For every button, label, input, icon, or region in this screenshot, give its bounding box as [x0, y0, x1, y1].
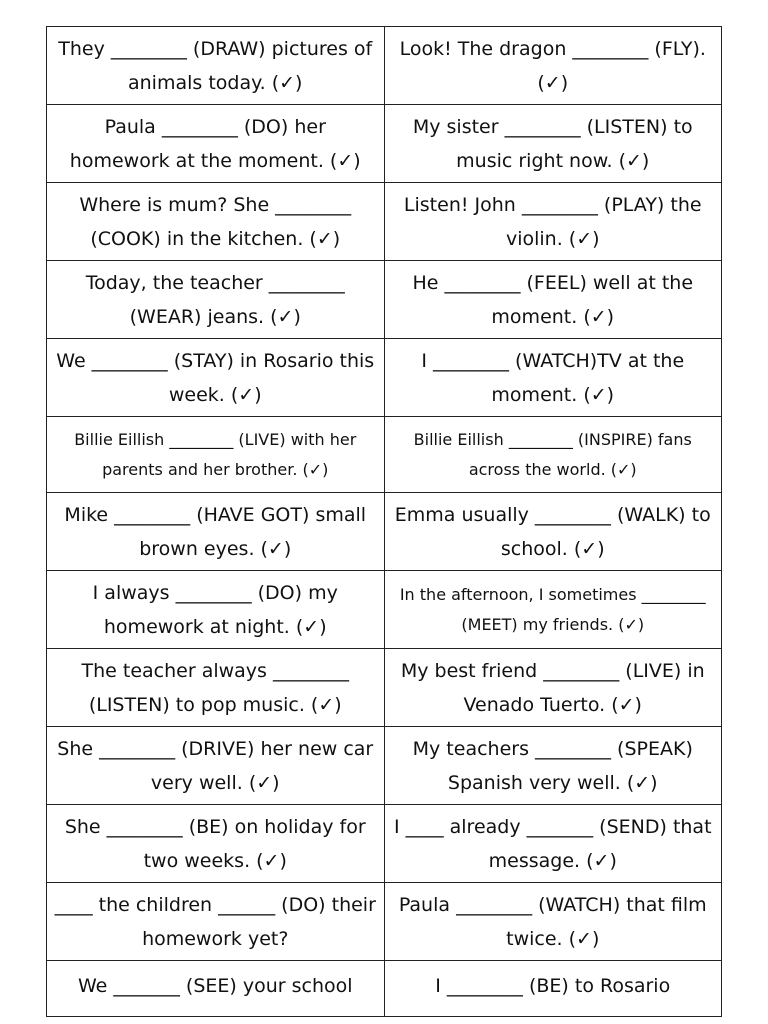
exercise-row [47, 649, 722, 727]
exercise-table-body [47, 27, 722, 1018]
exercise-row [47, 883, 722, 961]
exercise-cell-left: Where is mum? She ________ (COOK) in the kitchen. (✓) [47, 183, 385, 261]
exercise-cell-left: Paula ________ (DO) her homework at the moment. (✓) [47, 105, 385, 183]
exercise-cell-right: Listen! John ________ (PLAY) the violin. (✓) [384, 183, 722, 261]
exercise-row [47, 183, 722, 261]
exercise-table [46, 26, 722, 1017]
exercise-cell-right: Emma usually ________ (WALK) to school. (✓) [384, 493, 722, 571]
exercise-cell-right: He ________ (FEEL) well at the moment. (✓) [384, 261, 722, 339]
exercise-row [47, 727, 722, 805]
exercise-row [47, 261, 722, 339]
exercise-cell-left: I always ________ (DO) my homework at night. (✓) [47, 571, 385, 649]
exercise-cell-left: Billie Eillish ________ (LIVE) with her parents and her brother. (✓) [47, 417, 385, 493]
exercise-row [47, 805, 722, 883]
exercise-cell-right: I ________ (WATCH)TV at the moment. (✓) [384, 339, 722, 417]
exercise-cell-left: Mike ________ (HAVE GOT) small brown eyes. (✓) [47, 493, 385, 571]
exercise-cell-right: My best friend ________ (LIVE) in Venado Tuerto. (✓) [384, 649, 722, 727]
exercise-cell-right: I ____ already _______ (SEND) that message. (✓) [384, 805, 722, 883]
exercise-cell-left: She ________ (BE) on holiday for two weeks. (✓) [47, 805, 385, 883]
exercise-row [47, 961, 722, 1018]
exercise-row [47, 339, 722, 417]
exercise-cell-left: The teacher always ________ (LISTEN) to pop music. (✓) [47, 649, 385, 727]
exercise-row [47, 493, 722, 571]
exercise-row [47, 417, 722, 493]
exercise-cell-left: We ________ (STAY) in Rosario this week. (✓) [47, 339, 385, 417]
exercise-cell-left: Today, the teacher ________ (WEAR) jeans. (✓) [47, 261, 385, 339]
exercise-row [47, 571, 722, 649]
exercise-row [47, 27, 722, 105]
worksheet [46, 26, 722, 1017]
exercise-cell-right: Look! The dragon ________ (FLY). (✓) [384, 27, 722, 105]
exercise-cell-right: My teachers ________ (SPEAK) Spanish very well. (✓) [384, 727, 722, 805]
exercise-cell-right: Paula ________ (WATCH) that film twice. (✓) [384, 883, 722, 961]
exercise-cell-right: My sister ________ (LISTEN) to music right now. (✓) [384, 105, 722, 183]
exercise-cell-right: Billie Eillish ________ (INSPIRE) fans across the world. (✓) [384, 417, 722, 493]
exercise-cell-left: She ________ (DRIVE) her new car very well. (✓) [47, 727, 385, 805]
exercise-cell-left: ____ the children ______ (DO) their homework yet? [47, 883, 385, 961]
exercise-cell-left: They ________ (DRAW) pictures of animals today. (✓) [47, 27, 385, 105]
exercise-cell-right: I ________ (BE) to Rosario [384, 961, 722, 1018]
exercise-cell-left: We _______ (SEE) your school [47, 961, 385, 1018]
exercise-cell-right: In the afternoon, I sometimes ________ (MEET) my friends. (✓) [384, 571, 722, 649]
exercise-row [47, 105, 722, 183]
